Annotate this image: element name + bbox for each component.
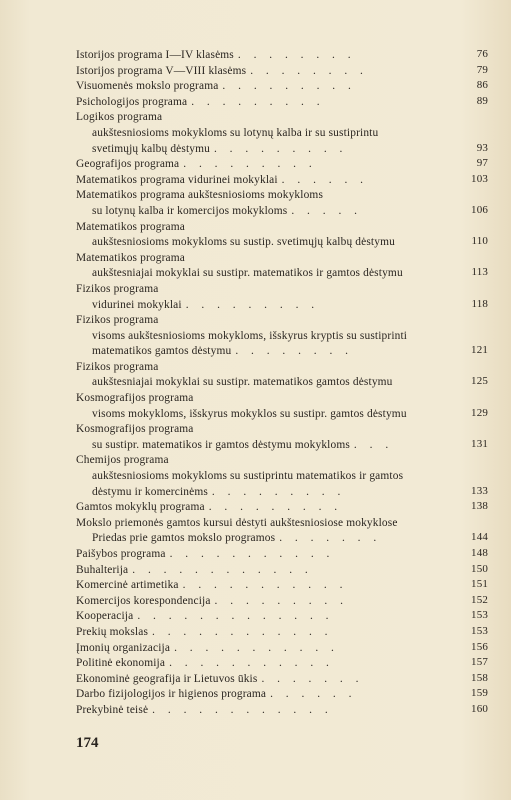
dot-leader: . . . . . . . . . . . . — [152, 703, 333, 716]
toc-entry-title — [76, 282, 488, 298]
toc-page-number: 89 — [476, 94, 488, 107]
toc-entry-text: Paišybos programa — [76, 548, 166, 560]
toc-entry-title — [76, 703, 488, 719]
toc-entry-title — [76, 391, 488, 407]
dot-leader: . . . . . . . . . . . . . — [137, 610, 334, 623]
toc-entry-title — [76, 453, 488, 469]
toc-page-number: 106 — [471, 203, 488, 216]
toc-page-number: 121 — [471, 344, 488, 357]
toc-entry-text: Matematikos programa vidurinei mokyklai — [76, 173, 278, 186]
toc-entry — [76, 594, 488, 610]
toc-page-number: 152 — [471, 593, 488, 606]
toc-entry-text: Politinė ekonomija — [76, 657, 166, 670]
toc-entry-text: aukštesniosioms mokykloms su sustip. svetimųjų kalbų dėstymu — [92, 236, 395, 249]
toc-entry-text: Gamtos mokyklų programa — [76, 501, 205, 514]
toc-entry — [76, 672, 488, 688]
toc-entry-text: aukštesniosioms mokykloms su sustiprintu matematikos ir gamtos — [92, 470, 404, 483]
toc-entry — [76, 110, 488, 157]
dot-leader: . . . . . . . . . — [208, 501, 343, 514]
toc-entry — [76, 188, 488, 219]
dot-leader: . . . . . . . . . . . — [182, 579, 348, 592]
toc-entry-text: su sustipr. matematikos ir gamtos dėstymu mokykloms — [92, 438, 350, 451]
toc-page-number: 86 — [476, 79, 488, 92]
toc-page-number: 110 — [471, 235, 488, 248]
dot-leader: . . . — [353, 438, 394, 451]
toc-entry-text: Komercinė artimetika — [76, 579, 179, 592]
dot-leader: . . . . . . . . . — [214, 594, 348, 607]
toc-entry-title — [76, 313, 488, 329]
dot-leader: . . . . . . . . . . . — [169, 657, 334, 670]
toc-entry-title — [76, 360, 488, 376]
toc-entry-title — [76, 79, 488, 95]
toc-page-number: 118 — [471, 297, 488, 310]
toc-entry-title — [76, 500, 488, 516]
toc-page-number: 151 — [471, 578, 488, 591]
toc-page-number: 129 — [471, 406, 488, 419]
toc-entry-title — [76, 609, 488, 625]
toc-entry-title — [76, 563, 488, 579]
toc-entry-text: Logikos programa — [76, 111, 163, 124]
toc-entry — [76, 547, 488, 563]
toc-page-number: 159 — [471, 687, 488, 700]
toc-entry-title — [76, 95, 488, 111]
toc-entry-text: Kosmografijos programa — [76, 423, 194, 436]
dot-leader: . . . . . . . . . — [183, 158, 317, 171]
dot-leader: . . . . . . . — [261, 672, 364, 685]
toc-entry-text: matematikos gamtos dėstymu — [92, 345, 232, 358]
toc-entry-text: Prekybinė teisė — [76, 703, 149, 716]
toc-page-number: 125 — [471, 375, 488, 388]
toc-entry-text: Priedas prie gamtos mokslo programos — [92, 532, 276, 545]
toc-entry-text: visoms aukštesniosioms mokykloms, išskyrus kryptis su sustiprinti — [92, 329, 408, 342]
table-of-contents — [76, 48, 488, 719]
toc-page-number: 153 — [471, 609, 488, 622]
toc-entry — [76, 609, 488, 625]
toc-entry-text: Kosmografijos programa — [76, 392, 194, 405]
toc-page-number: 160 — [471, 702, 488, 715]
toc-entry-title — [76, 422, 488, 438]
toc-entry-text: Fizikos programa — [76, 360, 159, 373]
toc-entry — [76, 360, 488, 391]
toc-entry-text: Chemijos programa — [76, 454, 169, 467]
toc-entry-title — [76, 641, 488, 657]
toc-entry-text: Istorijos programa I—IV klasėms — [76, 49, 234, 61]
toc-entry — [76, 157, 488, 173]
toc-entry-title — [76, 672, 488, 688]
toc-entry-text: Komercijos korespondencija — [76, 594, 211, 607]
toc-entry-text: aukštesniajai mokyklai su sustipr. matematikos gamtos dėstymu — [92, 376, 393, 389]
toc-entry-title — [76, 547, 488, 563]
toc-entry-title — [76, 625, 488, 641]
dot-leader: . . . . . . . . . . . . — [152, 625, 333, 638]
toc-entry-text: dėstymu ir komercinėms — [92, 485, 208, 498]
toc-page-number: 148 — [471, 547, 488, 559]
toc-entry-text: Matematikos programa aukštesniosioms mokykloms — [76, 189, 324, 202]
toc-entry — [76, 48, 488, 64]
toc-entry-subtitle — [76, 375, 488, 391]
toc-entry-text: svetimųjų kalbų dėstymu — [92, 142, 210, 155]
toc-entry-subtitle — [76, 142, 488, 158]
toc-entry-text: Įmonių organizacija — [76, 641, 171, 654]
toc-page-number: 131 — [471, 437, 488, 450]
toc-entry-text: su lotynų kalba ir komercijos mokykloms — [92, 204, 288, 217]
toc-entry-subtitle — [76, 126, 488, 142]
toc-entry — [76, 687, 488, 703]
toc-entry-text: Fizikos programa — [76, 314, 159, 327]
dot-leader: . . . . . . . . . — [211, 485, 346, 498]
toc-page-number: 133 — [471, 484, 488, 497]
toc-entry-text: Matematikos programa — [76, 220, 185, 233]
toc-entry — [76, 625, 488, 641]
toc-entry-text: Psichologijos programa — [76, 95, 188, 108]
toc-page-number: 150 — [471, 562, 488, 575]
toc-entry-subtitle — [76, 266, 488, 282]
toc-entry-title — [76, 578, 488, 594]
dot-leader: . . . . . . . — [279, 532, 382, 545]
dot-leader: . . . . . . — [281, 173, 368, 186]
toc-entry-subtitle — [76, 485, 488, 501]
toc-entry-subtitle — [76, 531, 488, 547]
toc-entry-text: Fizikos programa — [76, 282, 159, 295]
toc-entry — [76, 282, 488, 313]
toc-entry-text: Kooperacija — [76, 610, 134, 623]
dot-leader: . . . . . . . . — [237, 49, 356, 61]
toc-entry-title — [76, 687, 488, 703]
toc-entry-text: Buhalterija — [76, 563, 129, 576]
dot-leader: . . . . . . — [270, 688, 357, 701]
toc-entry-text: Istorijos programa V—VIII klasėms — [76, 64, 247, 77]
toc-entry — [76, 500, 488, 516]
toc-entry-text: visoms mokykloms, išskyrus mokyklos su sustipr. gamtos dėstymu — [92, 407, 407, 420]
toc-entry-text: Geografijos programa — [76, 158, 180, 171]
toc-page-number: 153 — [471, 624, 488, 637]
toc-entry-subtitle — [76, 407, 488, 423]
toc-entry-title — [76, 251, 488, 267]
toc-entry — [76, 220, 488, 251]
toc-entry-title — [76, 110, 488, 126]
dot-leader: . . . . . . . . . . . — [174, 641, 339, 654]
toc-entry-subtitle — [76, 438, 488, 454]
toc-page-number: 156 — [471, 640, 488, 653]
toc-entry-text: Matematikos programa — [76, 251, 185, 264]
toc-entry — [76, 95, 488, 111]
toc-entry-text: aukštesniajai mokyklai su sustipr. matematikos ir gamtos dėstymu — [92, 267, 403, 280]
toc-entry-title — [76, 173, 488, 189]
dot-leader: . . . . . . . . — [235, 345, 354, 358]
page-number: 174 — [76, 735, 99, 751]
toc-entry — [76, 656, 488, 672]
toc-page-number: 157 — [471, 656, 488, 669]
toc-entry — [76, 453, 488, 500]
toc-entry — [76, 173, 488, 189]
toc-entry-subtitle — [76, 469, 488, 485]
toc-entry — [76, 251, 488, 282]
toc-entry-text: Prekių mokslas — [76, 625, 149, 638]
toc-page-number: 113 — [471, 266, 488, 279]
toc-entry-text: Darbo fizijologijos ir higienos programa — [76, 688, 267, 701]
toc-entry-title — [76, 48, 488, 64]
toc-entry-title — [76, 188, 488, 204]
toc-entry-title — [76, 220, 488, 236]
toc-entry — [76, 563, 488, 579]
toc-entry-text: Mokslo priemonės gamtos kursui dėstyti aukštesniosiose mokyklose — [76, 516, 398, 529]
toc-entry-title — [76, 64, 488, 80]
toc-entry-subtitle — [76, 235, 488, 251]
toc-entry — [76, 79, 488, 95]
toc-entry — [76, 391, 488, 422]
dot-leader: . . . . . . . . . — [185, 298, 320, 311]
toc-entry-subtitle — [76, 298, 488, 314]
toc-entry-subtitle — [76, 329, 488, 345]
toc-entry-text: Ekonominė geografija ir Lietuvos ūkis — [76, 672, 258, 685]
toc-entry — [76, 313, 488, 360]
toc-page-number: 138 — [471, 500, 488, 513]
dot-leader: . . . . . . . . . . . — [169, 548, 335, 560]
dot-leader: . . . . . . . . . — [222, 80, 356, 93]
toc-page-number: 103 — [471, 172, 488, 185]
toc-page-number: 144 — [471, 531, 488, 544]
toc-entry — [76, 641, 488, 657]
dot-leader: . . . . . — [291, 204, 362, 217]
toc-entry-title — [76, 516, 488, 532]
toc-entry — [76, 703, 488, 719]
dot-leader: . . . . . . . . . — [191, 95, 325, 108]
toc-entry-text: Visuomenės mokslo programa — [76, 80, 219, 93]
toc-entry — [76, 64, 488, 80]
toc-entry-title — [76, 157, 488, 173]
dot-leader: . . . . . . . . — [250, 64, 368, 77]
toc-page-number: 97 — [476, 157, 488, 170]
toc-page-number: 93 — [476, 141, 488, 154]
toc-entry-text: aukštesniosioms mokykloms su lotynų kalba ir su sustiprintu — [92, 126, 379, 139]
dot-leader: . . . . . . . . . . . . — [132, 563, 313, 576]
toc-entry — [76, 578, 488, 594]
toc-entry-title — [76, 594, 488, 610]
toc-entry — [76, 422, 488, 453]
toc-entry-title — [76, 656, 488, 672]
toc-entry-subtitle — [76, 344, 488, 360]
toc-page-number: 158 — [471, 671, 488, 684]
toc-entry-text: vidurinei mokyklai — [92, 298, 182, 311]
toc-page-number: 76 — [476, 48, 488, 60]
dot-leader: . . . . . . . . . — [213, 142, 348, 155]
toc-entry-subtitle — [76, 204, 488, 220]
toc-entry — [76, 516, 488, 547]
toc-page-number: 79 — [476, 63, 488, 76]
